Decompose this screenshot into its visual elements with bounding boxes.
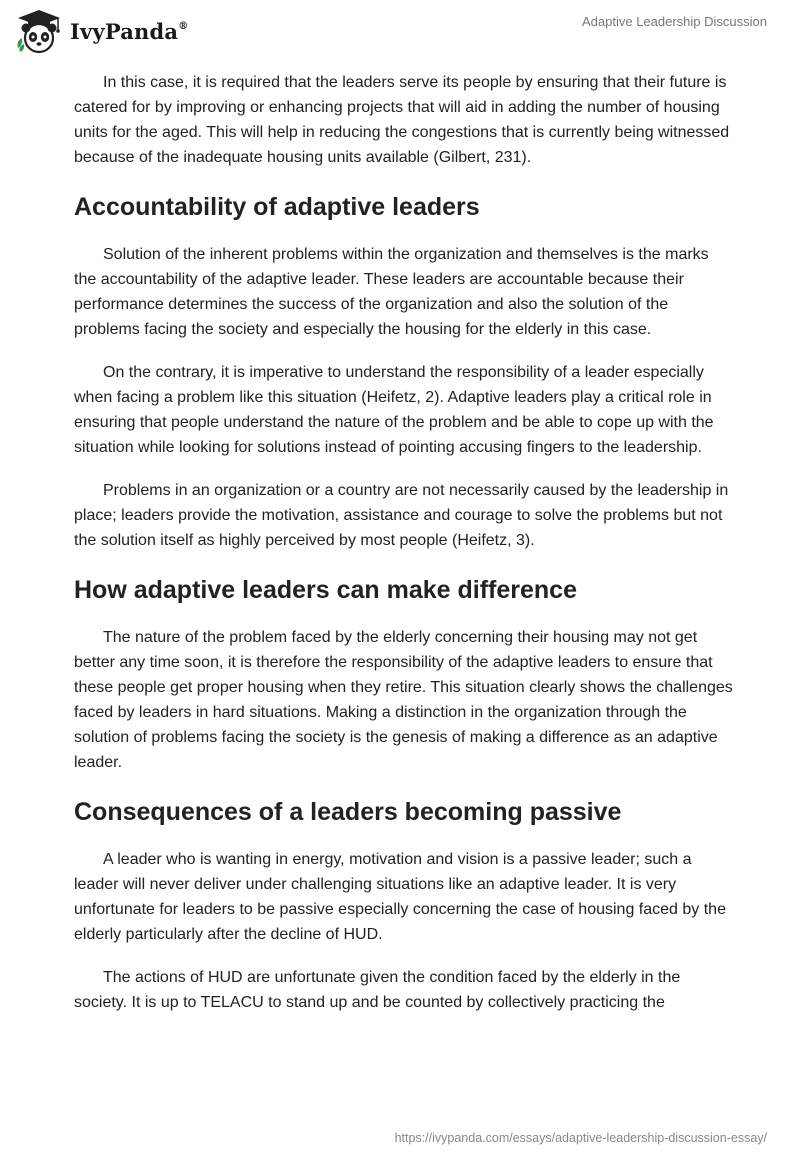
- source-url-link[interactable]: https://ivypanda.com/essays/adaptive-leadership-discussion-essay/: [394, 1131, 767, 1145]
- brand-name: IvyPanda®: [70, 18, 189, 44]
- paragraph: Problems in an organization or a country are not necessarily caused by the leadership in place; leaders provide the motivation, assistance and courage to solve the problems but not the solution itself as highly perceived by most people (Heifetz, 3).: [74, 482, 729, 549]
- paragraph: Solution of the inherent problems within the organization and themselves is the marks the accountability of the adaptive leader. These leaders are accountable because their performance determines the success of the organization and also the solution of the problems facing the society and especially the housing for the elderly in this case.: [74, 246, 709, 338]
- paragraph: In this case, it is required that the leaders serve its people by ensuring that their future is catered for by improving or enhancing projects that will aid in adding the number of housing units for the aged. This will help in reducing the congestions that is currently being witnessed because of the inadequate housing units available (Gilbert, 231).: [74, 74, 730, 166]
- section-heading-accountability: Accountability of adaptive leaders: [74, 193, 480, 221]
- paragraph: The actions of HUD are unfortunate given the condition faced by the elderly in the society. It is up to TELACU to stand up and be counted by collectively practicing the: [74, 969, 681, 1011]
- paragraph: On the contrary, it is imperative to understand the responsibility of a leader especially when facing a problem like this situation (Heifetz, 2). Adaptive leaders play a critical role in ensuring that people understand the nature of the problem and be able to cope up with the situation while looking for solutions instead of pointing accusing fingers to the leadership.: [74, 364, 714, 456]
- essay-body: [74, 70, 734, 1033]
- page-header: [0, 0, 800, 64]
- paragraph: The nature of the problem faced by the elderly concerning their housing may not get better any time soon, it is therefore the responsibility of the adaptive leaders to ensure that these people get proper housing when they retire. This situation clearly shows the challenges faced by leaders in hard situations. Making a distinction in the organization through the solution of problems facing the society is the genesis of making a difference as an adaptive leader.: [74, 629, 733, 771]
- document-title: Adaptive Leadership Discussion: [582, 14, 767, 29]
- section-heading-make-difference: How adaptive leaders can make difference: [74, 576, 577, 604]
- panda-graduate-icon: [14, 8, 64, 54]
- paragraph: A leader who is wanting in energy, motivation and vision is a passive leader; such a leader will never deliver under challenging situations like an adaptive leader. It is very unfortunate for leaders to be passive especially concerning the case of housing faced by the elderly particularly after the decline of HUD.: [74, 851, 726, 943]
- ivypanda-logo[interactable]: [14, 8, 188, 54]
- section-heading-passive-leaders: Consequences of a leaders becoming passive: [74, 798, 622, 826]
